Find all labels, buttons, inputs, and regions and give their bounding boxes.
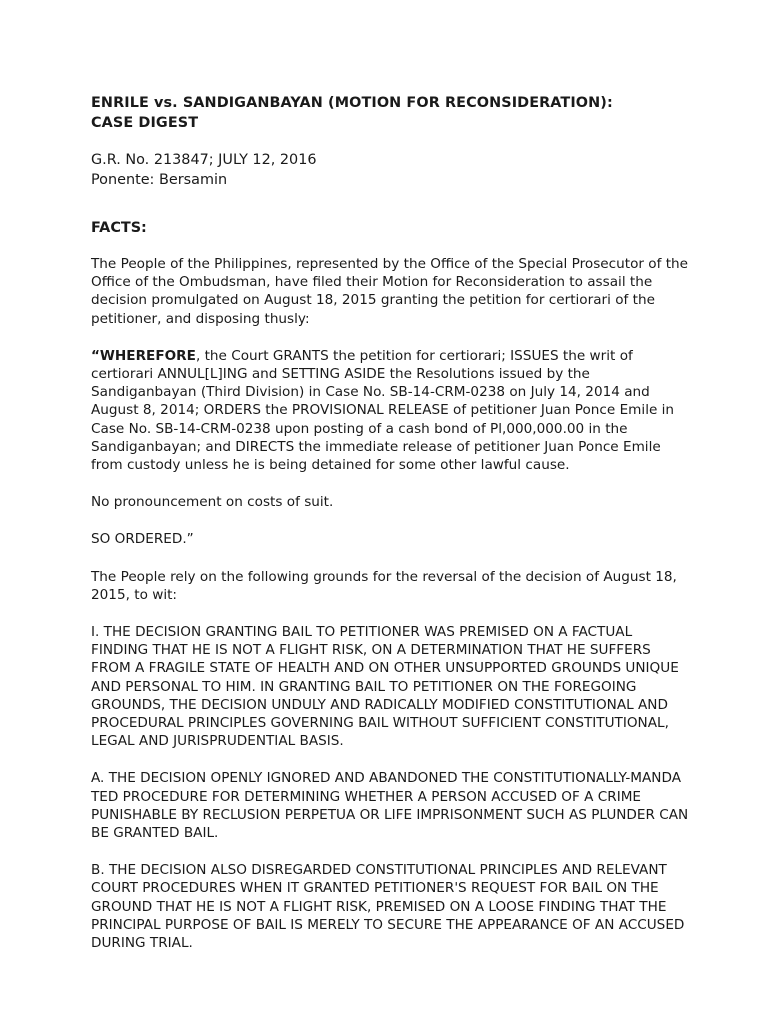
paragraph-ground-b: B. THE DECISION ALSO DISREGARDED CONSTITUTIONAL PRINCIPLES AND RELEVANT COURT PROCEDURES WHEN IT GRANTED PETITIONER'S REQUEST FOR BAIL ON THE GROUND THAT HE IS NOT A FLIGHT RISK, PREMISED ON A LOOSE FINDING THAT THE PRINCIPAL PURPOSE OF BAIL IS MERELY TO SECURE THE APPEARANCE OF AN ACCUSED DURING TRIAL. [91,862,685,952]
paragraph-ground-a: A. THE DECISION OPENLY IGNORED AND ABANDONED THE CONSTITUTIONALLY-MANDA TED PROCEDURE FOR DETERMINING WHETHER A PERSON ACCUSED OF A CRIME PUNISHABLE BY RECLUSION PERPETUA OR LIFE IMPRISONMENT SUCH AS PLUNDER CAN BE GRANTED BAIL. [91,770,689,842]
paragraph-costs: No pronouncement on costs of suit. [91,494,334,511]
paragraph-so-ordered: SO ORDERED.” [91,531,194,548]
paragraph-intro: The People of the Philippines, represented by the Office of the Special Prosecutor of the Office of the Ombudsman, have filed their Motion for Reconsideration to assail the decision promulgated on August 18, 2015 granting the petition for certiorari of the petitioner, and disposing thusly: [91,256,689,327]
document-title [91,93,691,133]
paragraph-ground-i: I. THE DECISION GRANTING BAIL TO PETITIONER WAS PREMISED ON A FACTUAL FINDING THAT HE IS NOT A FLIGHT RISK, ON A DETERMINATION THAT HE SUFFERS FROM A FRAGILE STATE OF HEALTH AND ON OTHER UNSUPPORTED GROUNDS UNIQUE AND PERSONAL TO HIM. IN GRANTING BAIL TO PETITIONER ON THE FOREGOING GROUNDS, THE DECISION UNDULY AND RADICALLY MODIFIED CONSTITUTIONAL AND PROCEDURAL PRINCIPLES GOVERNING BAIL WITHOUT SUFFICIENT CONSTITUTIONAL, LEGAL AND JURISPRUDENTIAL BASIS. [91,624,679,750]
title-line-2: CASE DIGEST [91,115,199,131]
document-page [91,93,691,952]
gr-number: G.R. No. 213847; JULY 12, 2016 [91,152,317,168]
ponente: Ponente: Bersamin [91,172,228,188]
wherefore-lead: “WHEREFORE [91,347,196,364]
paragraph-wherefore [91,347,691,474]
title-line-1: ENRILE vs. SANDIGANBAYAN (MOTION FOR RECONSIDERATION): [91,95,613,111]
wherefore-rest: , the Court GRANTS the petition for certiorari; ISSUES the writ of certiorari ANNUL[L]ING and SETTING ASIDE the Resolutions issued by the Sandiganbayan (Third Division) in Case No. SB-14-CRM-0238 on July 14, 2014 and August 8, 2014; ORDERS the PROVISIONAL RELEASE of petitioner Juan Ponce Emile in Case No. SB-14-CRM-0238 upon posting of a cash bond of Pl,000,000.00 in the Sandiganbayan; and DIRECTS the immediate release of petitioner Juan Ponce Emile from custody unless he is being detained for some other lawful cause. [91,347,675,474]
paragraph-grounds-intro: The People rely on the following grounds for the reversal of the decision of August 18, 2015, to wit: [91,568,677,603]
facts-heading: FACTS: [91,220,147,236]
case-meta [91,150,691,190]
